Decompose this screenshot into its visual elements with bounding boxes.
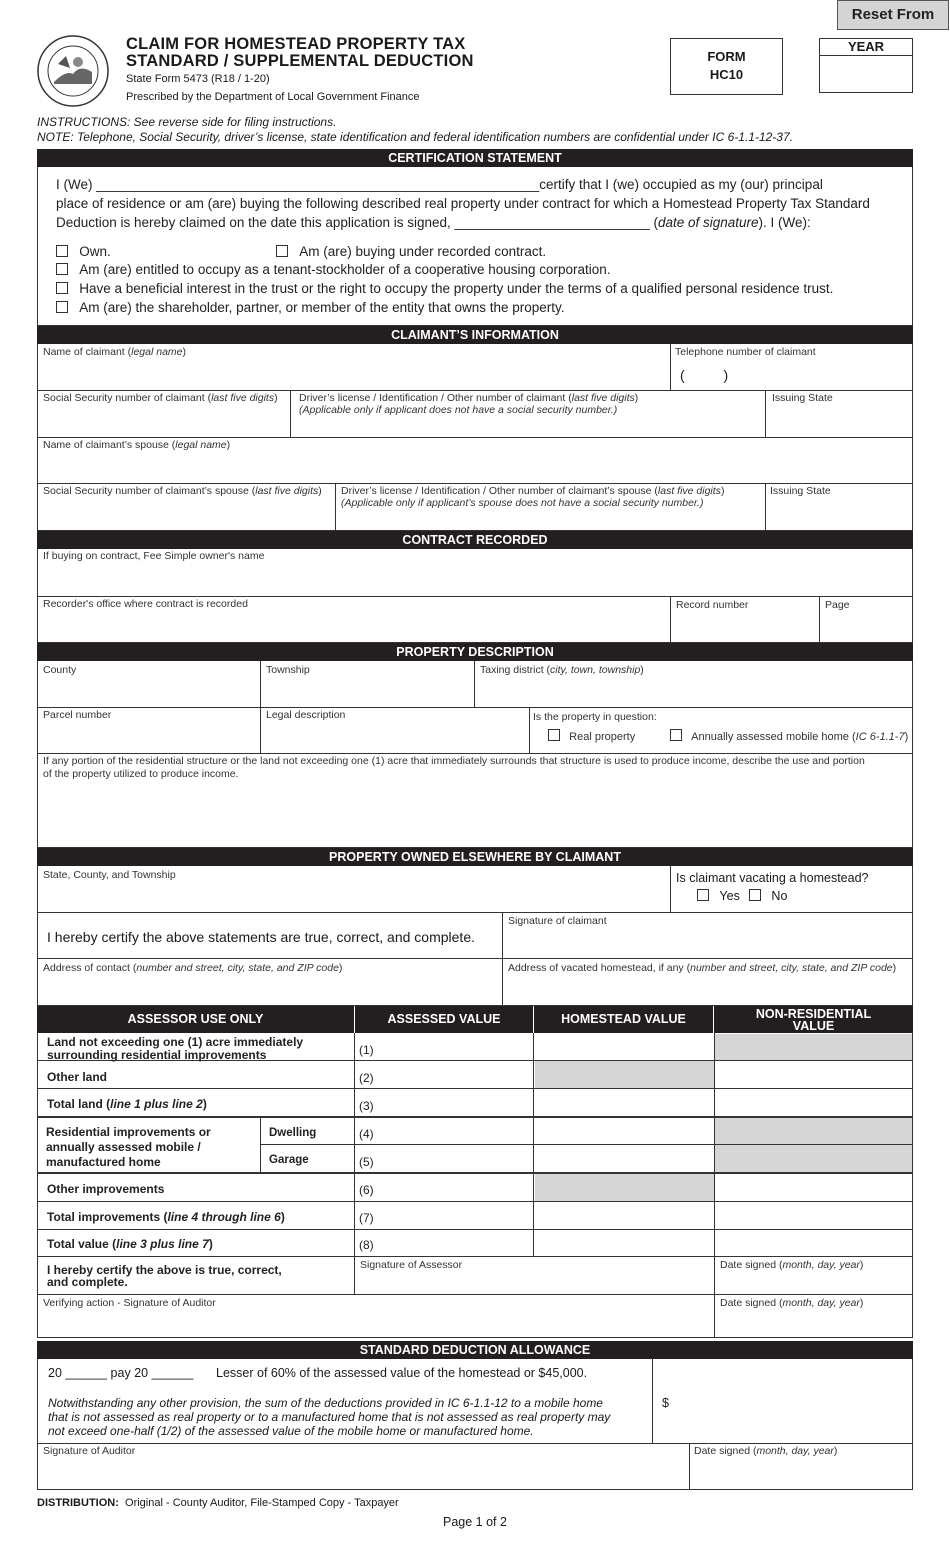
claimant-name-label: Name of claimant (legal name) (43, 346, 186, 358)
spouse-dl-label: Driver’s license / Identification / Other number of claimant’s spouse (last five digits) (341, 485, 725, 497)
page-input[interactable] (822, 612, 910, 640)
contract-heading: CONTRACT RECORDED (37, 531, 913, 549)
ssn-label: Social Security number of claimant (last five digits) (43, 392, 278, 404)
dwelling-label: Dwelling (269, 1127, 317, 1139)
assessed-value-header: ASSESSED VALUE (355, 1006, 533, 1033)
taxing-district-input[interactable] (477, 678, 910, 704)
property-heading: PROPERTY DESCRIPTION (37, 643, 913, 661)
contact-address-label: Address of contact (number and street, city, state, and ZIP code) (43, 962, 343, 974)
spouse-dl-note: (Applicable only if applicant’s spouse does not have a social security number.) (341, 497, 704, 509)
non-residential-value-header: NON-RESIDENTIAL VALUE (714, 1006, 913, 1033)
auditor-signature-input[interactable] (40, 1459, 686, 1487)
assessor-table (37, 1033, 913, 1338)
line-number-5: (5) (359, 1155, 374, 1169)
auditor-verifying-input[interactable] (40, 1311, 711, 1335)
option-buying: Am (are) buying under recorded contract. (276, 244, 546, 259)
county-input[interactable] (40, 678, 256, 704)
record-number-label: Record number (676, 599, 749, 611)
real-property-option: Real property (548, 729, 635, 743)
state-form-number: State Form 5473 (R18 / 1-20) (126, 73, 270, 85)
state-county-township-label: State, County, and Township (43, 869, 176, 881)
row4-label: Residential improvements or annually assessed mobile / manufactured home (46, 1125, 211, 1169)
mobile-home-option: Annually assessed mobile home (IC 6-1.1-7) (670, 729, 908, 743)
deduction-amount-input[interactable] (674, 1390, 910, 1414)
line-number-1: (1) (359, 1043, 374, 1057)
row2-label: Other land (47, 1070, 108, 1084)
mobile-home-checkbox[interactable] (670, 729, 682, 741)
option-tenant: Am (are) entitled to occupy as a tenant-stockholder of a cooperative housing corporation. (56, 262, 611, 277)
notwithstanding-line3: not exceed one-half (1/2) of the assessed value of the mobile home or manufactured home. (48, 1424, 534, 1438)
instructions: INSTRUCTIONS: See reverse side for filing instructions. (37, 115, 337, 129)
auditor-verifying-label: Verifying action - Signature of Auditor (43, 1297, 216, 1309)
form-number: HC10 (709, 67, 744, 82)
own-checkbox[interactable] (56, 245, 68, 257)
vacating-no-option: No (749, 889, 787, 903)
claimant-signature-label: Signature of claimant (508, 915, 607, 927)
vacated-address-label: Address of vacated homestead, if any (number and street, city, state, and ZIP code) (508, 962, 897, 974)
spouse-ssn-label: Social Security number of claimant’s spouse (last five digits) (43, 485, 322, 497)
option-own: Own. (56, 244, 111, 259)
line-number-8: (8) (359, 1238, 374, 1252)
cert-line2: place of residence or am (are) buying the following described real property under contract for which a Homestead Property Tax Standard (56, 196, 870, 211)
option-trust: Have a beneficial interest in the trust or the right to occupy the property under the terms of a qualified personal residence trust. (56, 281, 833, 296)
standard-deduction-heading: STANDARD DEDUCTION ALLOWANCE (37, 1341, 913, 1359)
claimant-name-input[interactable] (40, 360, 666, 388)
vacating-yes-option: Yes (697, 889, 740, 903)
auditor-date-input[interactable] (692, 1459, 910, 1487)
auditor-signature-label: Signature of Auditor (43, 1445, 136, 1457)
auditor-date-label: Date signed (month, day, year) (694, 1445, 838, 1457)
assessor-date-label: Date signed (month, day, year) (720, 1259, 864, 1271)
legal-description-input[interactable] (263, 723, 525, 750)
homestead-value-header: HOMESTEAD VALUE (534, 1006, 713, 1033)
row8-label: Total value (line 3 plus line 7) (47, 1237, 213, 1251)
township-label: Township (266, 664, 310, 676)
line-number-6: (6) (359, 1183, 374, 1197)
spouse-dl-input[interactable] (338, 511, 762, 528)
dollar-sign: $ (662, 1396, 669, 1410)
issuing-state-input[interactable] (768, 406, 910, 434)
state-seal-logo (36, 34, 110, 108)
buying-checkbox[interactable] (276, 245, 288, 257)
auditor-verify-date-input[interactable] (717, 1311, 910, 1335)
income-use-label-line1: If any portion of the residential structure or the land not exceeding one (1) acre that immediately surrounds that structure is used to produce income, describe the use and portion (43, 755, 865, 767)
dl-label: Driver’s license / Identification / Other number of claimant (last five digits) (299, 392, 639, 404)
claimant-heading: CLAIMANT’S INFORMATION (37, 326, 913, 344)
fee-simple-owner-label: If buying on contract, Fee Simple owner's name (43, 550, 265, 562)
confidential-note: NOTE: Telephone, Social Security, driver’s license, state identification and federal identification numbers are confidential under IC 6-1.1-12-37. (37, 130, 793, 144)
trust-checkbox[interactable] (56, 282, 68, 294)
taxing-district-label: Taxing district (city, town, township) (480, 664, 644, 676)
year-label: YEAR (820, 39, 912, 56)
assessor-date-input[interactable] (717, 1273, 910, 1292)
row1-label: Land not exceeding one (1) acre immediately surrounding residential improvements (47, 1035, 304, 1062)
no-checkbox[interactable] (749, 889, 761, 901)
spouse-issuing-state-input[interactable] (768, 499, 910, 528)
certification-heading: CERTIFICATION STATEMENT (37, 149, 913, 167)
option-shareholder: Am (are) the shareholder, partner, or member of the entity that owns the property. (56, 300, 565, 315)
page-number: Page 1 of 2 (443, 1515, 507, 1529)
parcel-number-label: Parcel number (43, 709, 112, 721)
reset-button[interactable]: Reset From (837, 0, 949, 30)
spouse-name-label: Name of claimant’s spouse (legal name) (43, 439, 231, 451)
assessor-signature-label: Signature of Assessor (360, 1259, 463, 1271)
line-number-4: (4) (359, 1127, 374, 1141)
form-label: FORM (707, 49, 746, 64)
row6-label: Other improvements (47, 1182, 165, 1196)
form-title-line2: STANDARD / SUPPLEMENTAL DEDUCTION (126, 52, 474, 70)
property-question-label: Is the property in question: (533, 711, 657, 723)
pay-year-line: 20 ______ pay 20 ______ (48, 1366, 194, 1380)
assessor-signature-input[interactable] (357, 1273, 711, 1292)
parcel-number-input[interactable] (40, 723, 256, 750)
lesser-of-text: Lesser of 60% of the assessed value of the homestead or $45,000. (216, 1366, 588, 1380)
issuing-state-label: Issuing State (772, 392, 833, 404)
tenant-checkbox[interactable] (56, 263, 68, 275)
fee-simple-owner-input[interactable] (40, 564, 910, 593)
township-input[interactable] (263, 678, 471, 704)
vacating-question: Is claimant vacating a homestead? (676, 871, 869, 885)
garage-label: Garage (269, 1154, 309, 1166)
row7-label: Total improvements (line 4 through line 6) (47, 1210, 285, 1224)
distribution: DISTRIBUTION: Original - County Auditor, File-Stamped Copy - Taxpayer (37, 1497, 399, 1509)
row3-label: Total land (line 1 plus line 2) (47, 1097, 207, 1111)
assessor-use-only-header: ASSESSOR USE ONLY (37, 1006, 354, 1033)
recorder-office-input[interactable] (40, 612, 666, 640)
notwithstanding-line1: Notwithstanding any other provision, the sum of the deductions provided in IC 6-1.1-12 to a mobile home (48, 1396, 603, 1410)
spouse-ssn-input[interactable] (40, 499, 332, 528)
spouse-name-input[interactable] (40, 453, 910, 481)
assessor-certify: I hereby certify the above is true, correct, and complete. (47, 1263, 282, 1289)
cert-line1: I (We) ___________________________________________________________certify that I (we) occupied as my (our) principal (56, 177, 823, 192)
cert-line3: Deduction is hereby claimed on the date this application is signed, __________________________ (date of signature). I (We): (56, 215, 811, 230)
income-use-input[interactable] (40, 782, 910, 845)
legal-description-label: Legal description (266, 709, 346, 721)
form-id-box (670, 38, 783, 95)
auditor-verify-date-label: Date signed (month, day, year) (720, 1297, 864, 1309)
form-title-line1: CLAIM FOR HOMESTEAD PROPERTY TAX (126, 35, 466, 53)
county-label: County (43, 664, 77, 676)
yes-checkbox[interactable] (697, 889, 709, 901)
notwithstanding-line2: that is not assessed as real property or to a manufactured home that is not assessed as real property may (48, 1410, 611, 1424)
year-box (819, 38, 913, 93)
shareholder-checkbox[interactable] (56, 301, 68, 313)
claimant-certify-statement: I hereby certify the above statements are true, correct, and complete. (47, 929, 475, 945)
page-label: Page (825, 599, 850, 611)
state-county-township-input[interactable] (40, 883, 666, 909)
prescribed-by: Prescribed by the Department of Local Government Finance (126, 91, 420, 103)
recorder-office-label: Recorder's office where contract is recorded (43, 598, 248, 610)
dl-input[interactable] (295, 418, 761, 435)
spouse-issuing-state-label: Issuing State (770, 485, 831, 497)
ssn-input[interactable] (40, 406, 286, 434)
income-use-label-line2: of the property utilized to produce income. (43, 768, 239, 780)
telephone-label: Telephone number of claimant (675, 346, 816, 358)
real-property-checkbox[interactable] (548, 729, 560, 741)
telephone-input[interactable]: ( ) (680, 367, 729, 383)
line-number-7: (7) (359, 1211, 374, 1225)
claimant-signature-input[interactable] (505, 929, 910, 956)
vacated-address-input[interactable] (505, 976, 910, 1003)
year-input[interactable] (820, 56, 912, 93)
elsewhere-heading: PROPERTY OWNED ELSEWHERE BY CLAIMANT (37, 848, 913, 866)
contact-address-input[interactable] (40, 976, 498, 1003)
line-number-3: (3) (359, 1099, 374, 1113)
line-number-2: (2) (359, 1071, 374, 1085)
record-number-input[interactable] (673, 612, 816, 640)
dl-note: (Applicable only if applicant does not have a social security number.) (299, 404, 618, 416)
